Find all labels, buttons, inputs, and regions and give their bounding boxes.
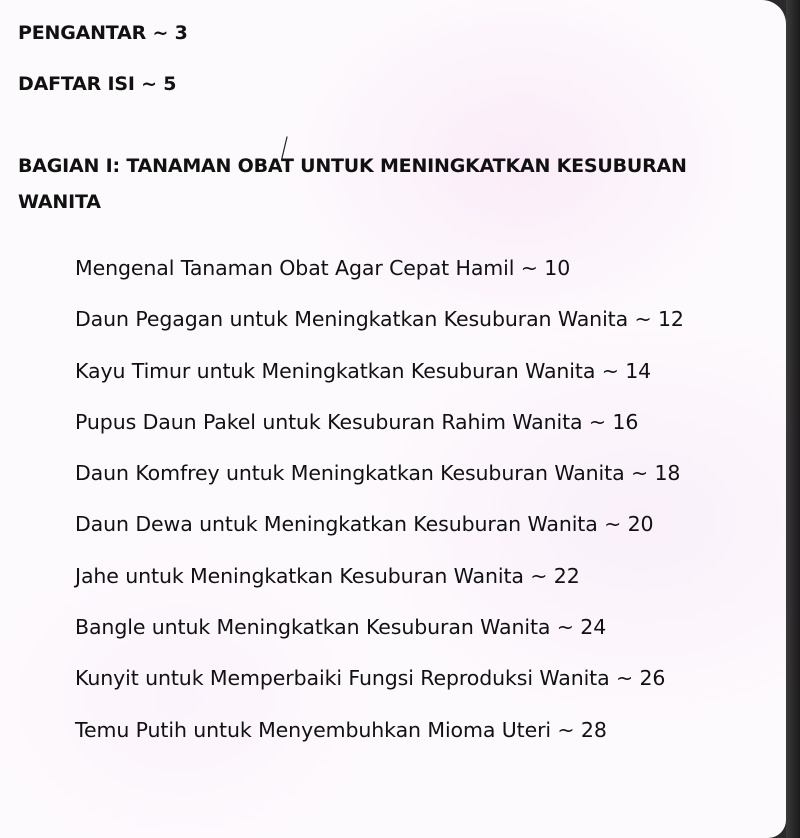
toc-entry: Bangle untuk Meningkatkan Kesuburan Wanita ~ 24 (75, 615, 607, 640)
toc-entry: Temu Putih untuk Menyembuhkan Mioma Uteri ~ 28 (75, 717, 607, 742)
toc-entry: Kayu Timur untuk Meningkatkan Kesuburan Wanita ~ 14 (75, 358, 652, 383)
toc-entry: Daun Komfrey untuk Meningkatkan Kesuburan Wanita ~ 18 (75, 461, 681, 486)
heading-bagian-1: BAGIAN I: TANAMAN OBAT UNTUK MENINGKATKAN KESUBURAN WANITA (18, 155, 687, 213)
pen-stroke-mark (278, 136, 290, 160)
toc-entry: Pupus Daun Pakel untuk Kesuburan Rahim Wanita ~ 16 (75, 409, 639, 434)
toc-entry: Daun Pegagan untuk Meningkatkan Kesuburan Wanita ~ 12 (75, 307, 684, 332)
toc-entry: Mengenal Tanaman Obat Agar Cepat Hamil ~ 10 (75, 256, 571, 280)
toc-entry: Kunyit untuk Memperbaiki Fungsi Reproduksi Wanita ~ 26 (75, 666, 666, 691)
page-edge-shadow (786, 0, 800, 838)
heading-daftar-isi: DAFTAR ISI ~ 5 (18, 73, 177, 95)
heading-pengantar: PENGANTAR ~ 3 (18, 22, 188, 44)
toc-entry: Daun Dewa untuk Meningkatkan Kesuburan Wanita ~ 20 (75, 512, 654, 537)
toc-list (75, 250, 684, 763)
toc-entry: Jahe untuk Meningkatkan Kesuburan Wanita ~ 22 (75, 563, 580, 588)
